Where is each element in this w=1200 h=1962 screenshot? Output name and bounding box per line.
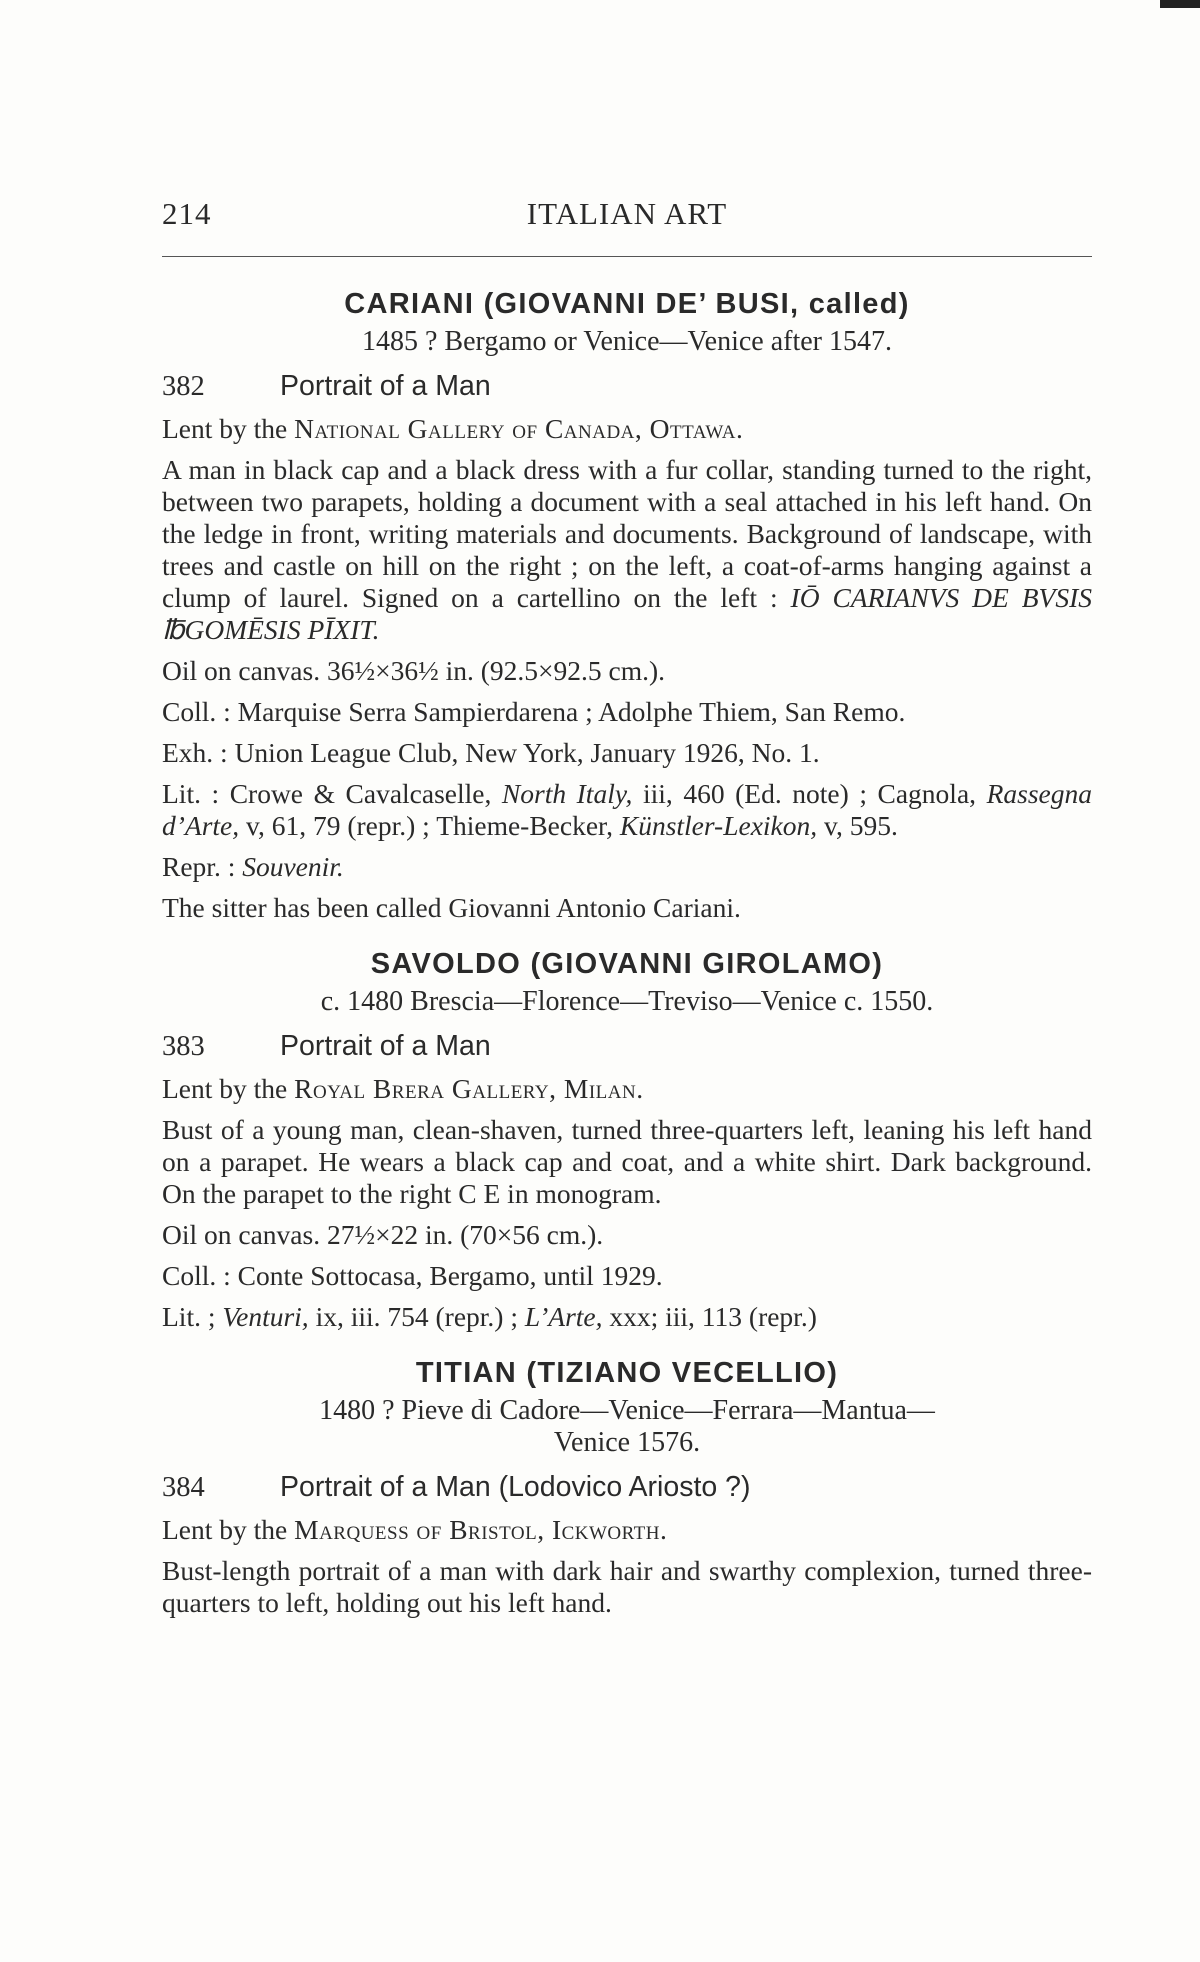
lit-title: Venturi, [222, 1301, 309, 1332]
lit-title: L’Arte, [524, 1301, 603, 1332]
medium-line: Oil on canvas. 36½×36½ in. (92.5×92.5 cm.). [162, 655, 666, 686]
collection-line: Coll. : Marquise Serra Sampierdarena ; Adolphe Thiem, San Remo. [162, 696, 906, 727]
description-text: A man in black cap and a black dress with a fur collar, standing turned to the right, between two parapets, holding a document with a seal attached in his left hand. On the ledge in front, writing materials and documents. Background of landscape, with trees and castle on hill on the right ; on the left, a coat-of-arms hanging against a clump of laurel. Signed on a cartellino on the left : [162, 454, 1092, 613]
lender-name: Royal Brera Gallery, Milan. [294, 1073, 644, 1104]
lender-line [162, 1514, 1092, 1546]
medium-line: Oil on canvas. 27½×22 in. (70×56 cm.). [162, 1219, 604, 1250]
lit-title: Künstler-Lexikon, [619, 810, 818, 841]
catalogue-section-cariani [162, 284, 1092, 924]
artist-dates: 1480 ? Pieve di Cadore—Venice—Ferrara—Mantua—Venice 1576. [319, 1395, 935, 1458]
literature-line [162, 1301, 1092, 1333]
lent-prefix: Lent by the [162, 1514, 288, 1545]
lit-text: iii, 460 (Ed. note) ; Cagnola, [642, 778, 977, 809]
repr-label: Repr. : [162, 851, 236, 882]
literature-line [162, 778, 1092, 842]
catalogue-body [162, 284, 1092, 1628]
lender-name: National Gallery of Canada, Ottawa. [294, 413, 744, 444]
lender-line [162, 413, 1092, 445]
lit-title: Rassegna d’Arte, [162, 778, 1093, 841]
artist-heading: SAVOLDO (GIOVANNI GIROLAMO) [370, 948, 884, 980]
catalogue-section-titian [162, 1353, 1092, 1619]
repr-value: Souvenir. [242, 851, 344, 882]
entry-title [162, 1469, 1092, 1506]
artist-heading: TITIAN (TIZIANO VECELLIO) [415, 1357, 839, 1389]
page-number: 214 [162, 196, 212, 231]
lit-title: North Italy, [501, 778, 633, 809]
exhibition-line: Exh. : Union League Club, New York, January 1926, No. 1. [162, 737, 820, 768]
entry-title-text: Portrait of a Man [280, 1030, 491, 1062]
artist-dates: 1485 ? Bergamo or Venice—Venice after 1547. [361, 326, 893, 357]
entry-title [162, 368, 1092, 405]
catalogue-section-savoldo [162, 944, 1092, 1333]
entry-title-text: Portrait of a Man (Lodovico Ariosto ?) [280, 1471, 751, 1503]
lit-text: xxx; iii, 113 (repr.) [609, 1301, 817, 1332]
lit-text: Lit. ; [162, 1301, 216, 1332]
lit-text: v, 61, 79 (repr.) ; Thieme-Becker, [246, 810, 613, 841]
entry-number: 384 [162, 1472, 205, 1503]
artist-dates: c. 1480 Brescia—Florence—Treviso—Venice c. 1550. [320, 986, 934, 1017]
entry-note: The sitter has been called Giovanni Antonio Cariani. [162, 892, 741, 923]
running-head [162, 196, 1092, 236]
lit-text: ix, iii. 754 (repr.) ; [315, 1301, 518, 1332]
collection-line: Coll. : Conte Sottocasa, Bergamo, until 1929. [162, 1260, 663, 1291]
entry-title-text: Portrait of a Man [280, 370, 491, 402]
lit-text: Lit. : Crowe & Cavalcaselle, [162, 778, 492, 809]
lender-name: Marquess of Bristol, Ickworth. [294, 1514, 668, 1545]
entry-description: Bust-length portrait of a man with dark hair and swarthy complexion, turned three-quarters to left, holding out his left hand. [162, 1555, 1092, 1618]
entry-description: Bust of a young man, clean-shaven, turned three-quarters left, leaning his left hand on a parapet. He wears a black cap and coat, and a white shirt. Dark background. On the parapet to the right C E in monogram. [162, 1114, 1092, 1209]
scan-corner-mark [1160, 0, 1200, 8]
lent-prefix: Lent by the [162, 413, 288, 444]
entry-description [162, 454, 1092, 646]
entry-number: 383 [162, 1031, 205, 1062]
entry-number: 382 [162, 371, 205, 402]
lent-prefix: Lent by the [162, 1073, 288, 1104]
reproduction-line [162, 851, 1092, 883]
lit-text: v, 595. [824, 810, 898, 841]
lender-line [162, 1073, 1092, 1105]
artist-heading: CARIANI (GIOVANNI DE’ BUSI, called) [344, 288, 910, 320]
header-rule [162, 256, 1092, 257]
entry-title [162, 1028, 1092, 1065]
running-title: ITALIAN ART [526, 196, 728, 231]
signature-inscription: IŌ CARIANVS DE BVSIS ℔GOMĒSIS PĪXIT. [162, 582, 1092, 645]
